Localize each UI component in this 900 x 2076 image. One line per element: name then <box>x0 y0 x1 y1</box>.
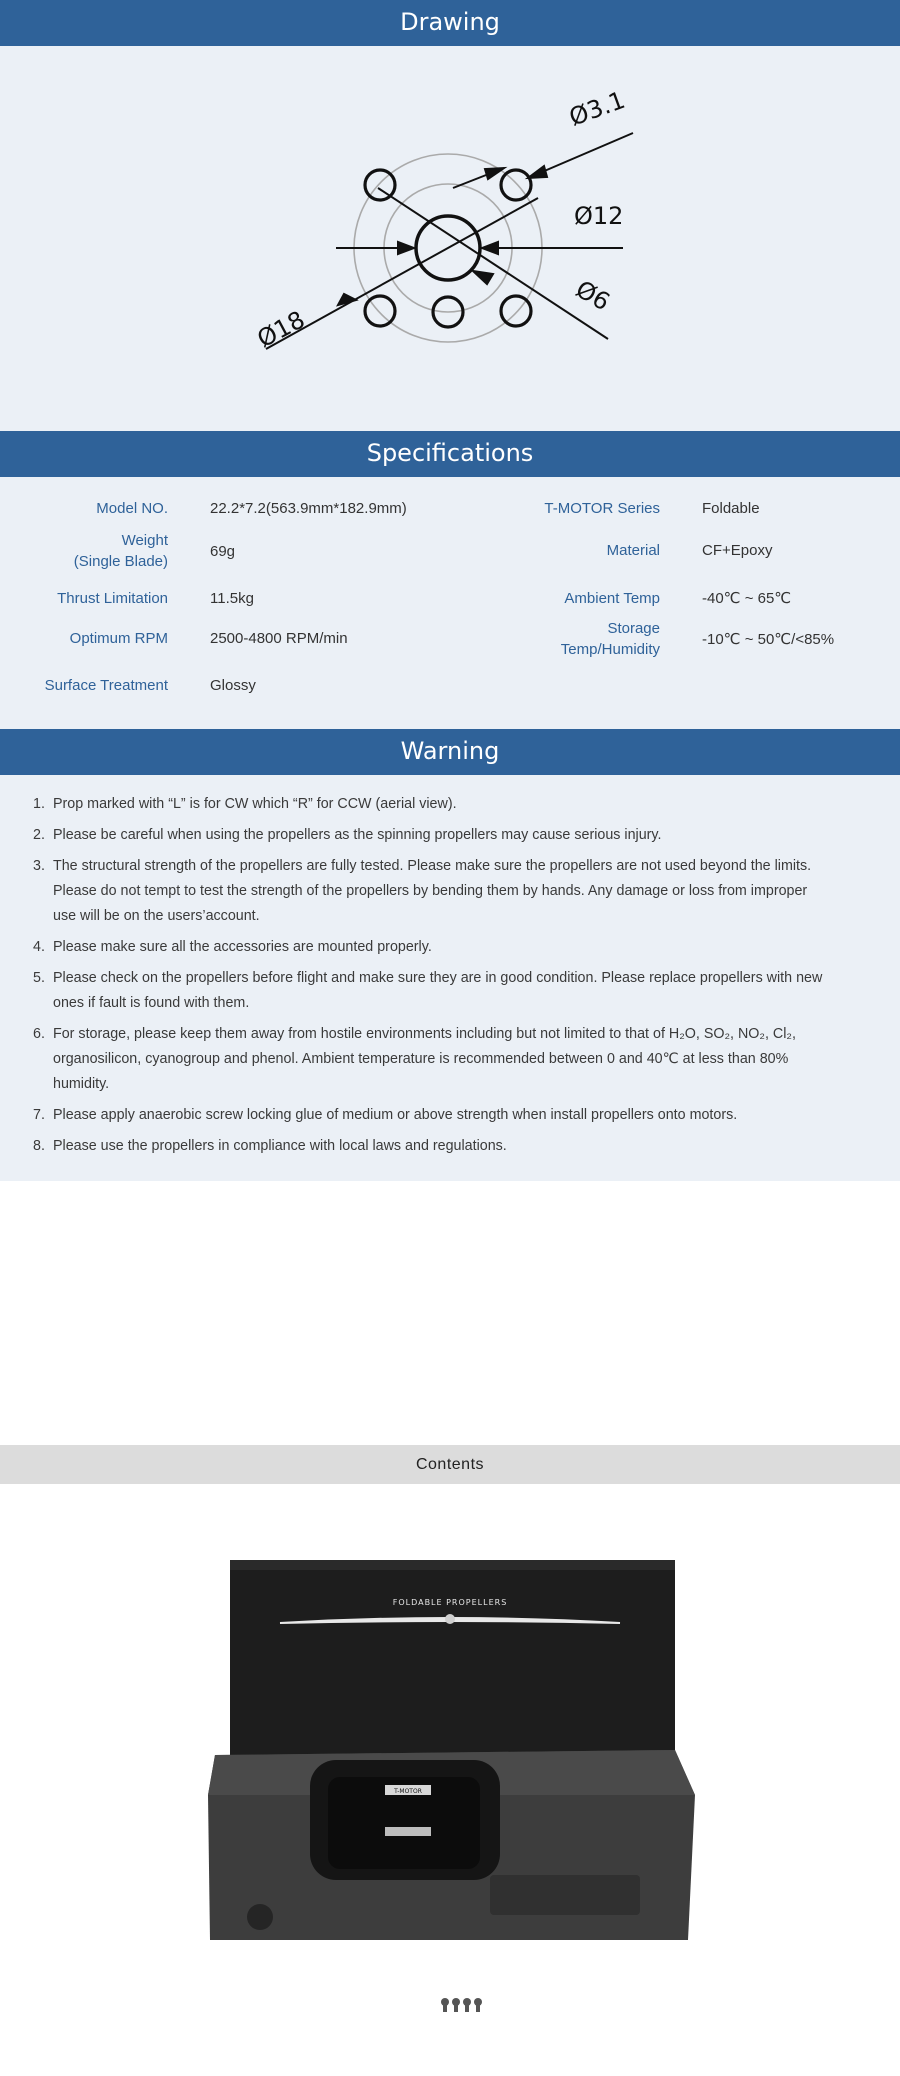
warning-item <box>33 966 826 1016</box>
warning-item <box>33 854 826 929</box>
mounting-hole <box>501 296 531 326</box>
warning-item-number: 2. <box>33 827 45 843</box>
warning-item-number: 4. <box>33 939 45 955</box>
spec-label: T-MOTOR Series <box>544 499 660 517</box>
warning-item-text: Please apply anaerobic screw locking glue of medium or above strength when install propellers onto motors. <box>53 1107 738 1123</box>
spec-label: Thrust Limitation <box>57 589 168 607</box>
corner-hole <box>247 1904 273 1930</box>
box-label: FOLDABLE PROPELLERS <box>392 1598 508 1607</box>
dim-label-6: Ø6 <box>571 274 615 317</box>
spec-value: 69g <box>210 542 236 560</box>
warning-item-text: The structural strength of the propellers are fully tested. Please make sure the propellers are not used beyond the limits. Please do not tempt to test the strength of the propellers by bending them by hands. Any damage or loss from improper use will be on the users’account. <box>53 858 812 924</box>
warning-item <box>33 1103 826 1128</box>
warning-item <box>33 1134 826 1159</box>
spec-label: Surface Treatment <box>44 676 168 694</box>
warning-list <box>33 792 826 1159</box>
warning-item-text: Prop marked with “L” is for CW which “R” for CCW (aerial view). <box>53 796 457 812</box>
spec-label-line: Storage <box>607 620 660 637</box>
specifications-header: Specifications <box>0 431 900 477</box>
warning-item-number: 6. <box>33 1026 45 1042</box>
warning-item <box>33 935 826 960</box>
spec-value: -40℃ ~ 65℃ <box>702 590 792 607</box>
spec-label: Ambient Temp <box>564 589 660 607</box>
spec-value: -10℃ ~ 50℃/<85% <box>702 631 835 648</box>
spec-label-line: (Single Blade) <box>73 553 168 570</box>
warning-item-number: 3. <box>33 858 45 874</box>
dim-label-3-1: Ø3.1 <box>565 85 629 132</box>
specifications-panel <box>0 477 900 729</box>
warning-item-text: Please check on the propellers before flight and make sure they are in good condition. Please replace propellers with new ones if fault is found with them. <box>53 970 823 1011</box>
spec-row-ambient <box>492 583 791 613</box>
spec-row-material <box>492 535 772 565</box>
dimension-drawing <box>0 46 900 431</box>
warning-item <box>33 823 826 848</box>
spec-row-thrust <box>0 583 254 613</box>
spec-value: CF+Epoxy <box>702 541 773 559</box>
dim-label-18: Ø18 <box>252 305 310 354</box>
warning-item-text: Please use the propellers in compliance with local laws and regulations. <box>53 1138 507 1154</box>
warning-item-number: 8. <box>33 1138 45 1154</box>
dim-label-12: Ø12 <box>574 202 624 230</box>
spec-row-series <box>492 493 760 523</box>
warning-item-text: For storage, please keep them away from hostile environments including but not limited to that of H₂O, SO₂, NO₂, Cl₂, organosilicon, cyanogroup and phenol. Ambient temperature is recommended between 0 and 40℃ at less than 80% humidity. <box>53 1026 796 1092</box>
spec-value: Glossy <box>210 676 256 694</box>
warning-item <box>33 1022 826 1097</box>
spec-value: Foldable <box>702 499 760 517</box>
spec-row-rpm <box>0 623 348 653</box>
warning-item-number: 1. <box>33 796 45 812</box>
spec-label-line: Weight <box>121 532 168 549</box>
accessory-slot <box>490 1875 640 1915</box>
drawing-panel <box>0 46 900 431</box>
spec-value: 22.2*7.2(563.9mm*182.9mm) <box>210 499 407 517</box>
warning-item-text: Please make sure all the accessories are mounted properly. <box>53 939 432 955</box>
warning-header: Warning <box>0 729 900 775</box>
spec-row-weight <box>0 529 235 573</box>
warning-item-number: 7. <box>33 1107 45 1123</box>
spec-row-model <box>0 493 407 523</box>
spec-label: Optimum RPM <box>69 629 168 647</box>
package-box <box>230 1560 675 1760</box>
spec-row-storage <box>492 617 834 661</box>
warning-item-number: 5. <box>33 970 45 986</box>
contents-header: Contents <box>0 1445 900 1484</box>
product-package-image <box>200 1555 700 1945</box>
spec-label: Model NO. <box>96 499 168 517</box>
spec-label: Material <box>606 541 660 559</box>
drawing-header: Drawing <box>0 0 900 46</box>
warning-item <box>33 792 826 817</box>
screws-image <box>440 1995 486 2015</box>
mounting-hole <box>365 296 395 326</box>
spec-value: 2500-4800 RPM/min <box>210 629 348 647</box>
spec-value: 11.5kg <box>210 589 254 607</box>
warning-panel <box>0 775 900 1181</box>
spec-label-line: Temp/Humidity <box>560 641 660 658</box>
warning-item-text: Please be careful when using the propellers as the spinning propellers may cause serious injury. <box>53 827 662 843</box>
spec-row-surface <box>0 670 256 700</box>
mounting-hole <box>501 170 531 200</box>
spec-label <box>0 530 168 572</box>
brand-tag-text: T-MOTOR <box>394 1788 422 1795</box>
spec-label <box>492 618 660 660</box>
